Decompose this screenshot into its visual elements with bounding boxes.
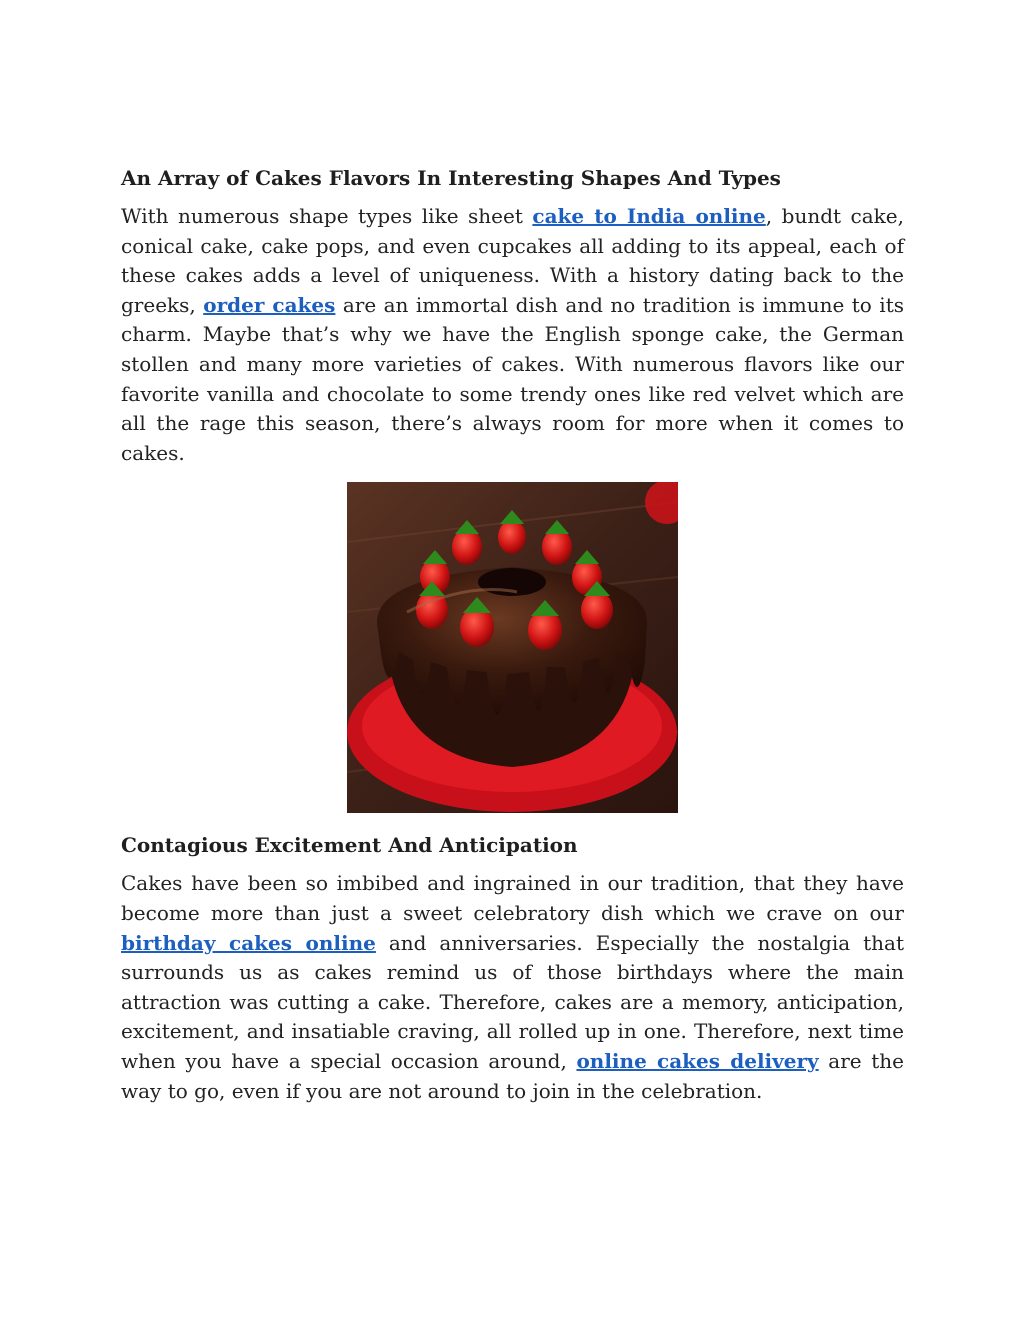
paragraph-cake-shapes — [121, 202, 904, 468]
text-run: are the way to go, even if you are not around to join in the celebration. — [121, 1048, 904, 1103]
section-heading-excitement: Contagious Excitement And Anticipation — [121, 833, 578, 858]
link-online-cakes-delivery[interactable]: online cakes delivery — [576, 1048, 819, 1073]
link-order-cakes[interactable]: order cakes — [203, 292, 336, 317]
text-run: and anniversaries. Especially the nostalgia that surrounds us as cakes remind us of those birthdays where the main attraction was cutting a cake. Therefore, cakes are a memory, anticipation, excitement, and insatiable craving, all rolled up in one. Therefore, next time when you have a special occasion around, — [121, 930, 905, 1073]
section-heading-cake-flavors: An Array of Cakes Flavors In Interesting Shapes And Types — [121, 166, 781, 190]
link-birthday-cakes-online[interactable]: birthday cakes online — [121, 930, 376, 955]
text-run: With numerous shape types like sheet — [121, 204, 533, 228]
paragraph-excitement — [121, 869, 904, 1106]
document-page — [121, 160, 904, 1106]
text-run: Cakes have been so imbibed and ingrained in our tradition, that they have become more than just a sweet celebratory dish which we crave on our — [121, 871, 904, 925]
cake-illustration — [347, 482, 678, 813]
chocolate-bundt-cake-image — [347, 482, 678, 813]
text-run: , bundt cake, conical cake, cake pops, and even cupcakes all adding to its appeal, each of these cakes adds a level of uniqueness. With a history dating back to the greeks, — [121, 204, 904, 317]
link-cake-to-india-online[interactable]: cake to India online — [532, 204, 766, 228]
text-run: are an immortal dish and no tradition is immune to its charm. Maybe that’s why we have the English sponge cake, the German stollen and many more varieties of cakes. With numerous flavors like our favorite vanilla and chocolate to some trendy ones like red velvet which are all the rage this season, there’s always room for more when it comes to cakes. — [121, 292, 904, 465]
